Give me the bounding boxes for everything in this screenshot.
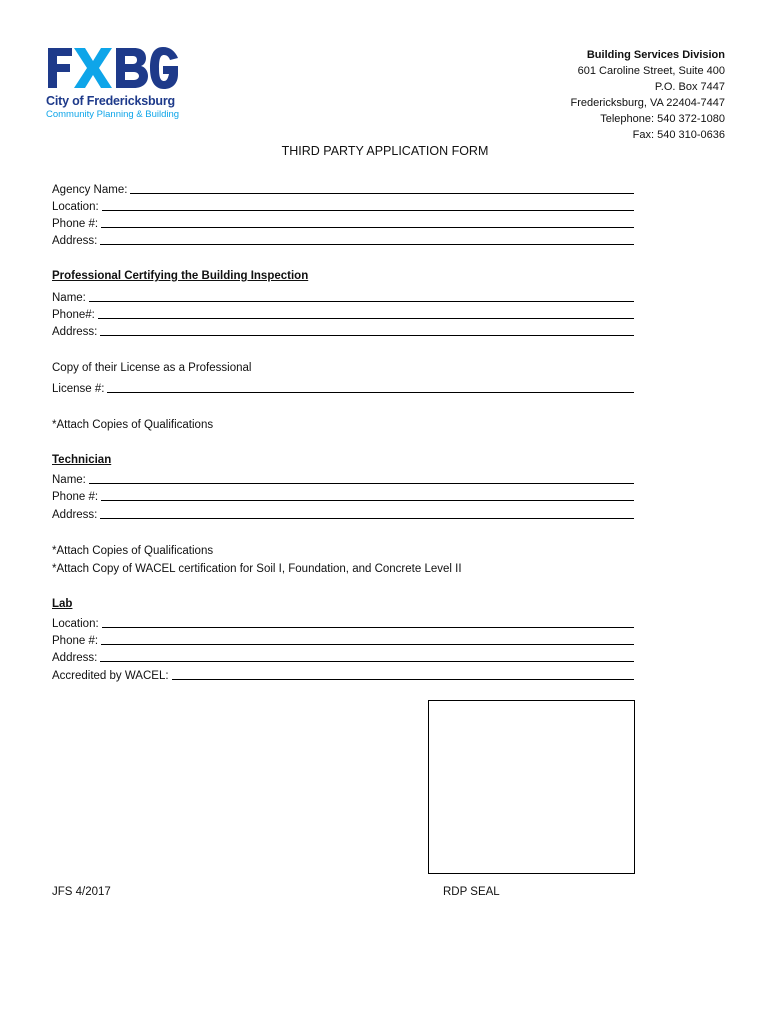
street-address: 601 Caroline Street, Suite 400	[577, 65, 725, 77]
technician-phone-field[interactable]	[52, 487, 634, 503]
license-number-line[interactable]	[107, 380, 634, 393]
technician-phone-label: Phone #:	[52, 491, 99, 503]
logo-department: Community Planning & Building	[46, 109, 180, 120]
license-copy-note: Copy of their License as a Professional	[52, 362, 252, 374]
agency-name-field[interactable]	[52, 180, 634, 196]
lab-address-field[interactable]	[52, 648, 634, 664]
license-number-field[interactable]	[52, 379, 634, 395]
po-box: P.O. Box 7447	[654, 81, 725, 93]
lab-phone-label: Phone #:	[52, 635, 99, 647]
logo-city-name: City of Fredericksburg	[46, 94, 175, 108]
lab-accredited-field[interactable]	[52, 666, 634, 682]
lab-accredited-label: Accredited by WACEL:	[52, 670, 169, 682]
technician-name-line[interactable]	[89, 471, 634, 484]
agency-address-line[interactable]	[100, 232, 634, 245]
professional-phone-label: Phone#:	[52, 309, 95, 321]
lab-heading: Lab	[52, 598, 73, 610]
lab-location-label: Location:	[52, 618, 99, 630]
professional-name-line[interactable]	[89, 289, 634, 302]
professional-address-line[interactable]	[100, 323, 634, 336]
technician-address-field[interactable]	[52, 505, 634, 521]
telephone: Telephone: 540 372-1080	[600, 113, 725, 125]
rdp-seal-label: RDP SEAL	[443, 886, 500, 898]
technician-address-label: Address:	[52, 509, 98, 521]
agency-phone-label: Phone #:	[52, 218, 99, 230]
attach-wacel-note: *Attach Copy of WACEL certification for Soil I, Foundation, and Concrete Level II	[52, 563, 462, 575]
professional-name-label: Name:	[52, 292, 86, 304]
revision-note: JFS 4/2017	[52, 886, 111, 898]
lab-address-label: Address:	[52, 652, 98, 664]
agency-address-label: Address:	[52, 235, 98, 247]
agency-location-label: Location:	[52, 201, 99, 213]
professional-heading: Professional Certifying the Building Inspection	[52, 270, 309, 282]
fxbg-logo-icon	[46, 44, 181, 92]
agency-location-line[interactable]	[102, 198, 634, 211]
professional-phone-field[interactable]	[52, 305, 634, 321]
lab-accredited-line[interactable]	[172, 667, 634, 680]
professional-address-label: Address:	[52, 326, 98, 338]
technician-phone-line[interactable]	[101, 488, 634, 501]
agency-phone-line[interactable]	[101, 215, 634, 228]
rdp-seal-box[interactable]	[428, 700, 635, 874]
form-title: THIRD PARTY APPLICATION FORM	[281, 144, 489, 158]
agency-location-field[interactable]	[52, 197, 634, 213]
technician-name-field[interactable]	[52, 470, 634, 486]
attach-qualifications-note: *Attach Copies of Qualifications	[52, 419, 214, 431]
technician-address-line[interactable]	[100, 506, 634, 519]
license-number-label: License #:	[52, 383, 105, 395]
division-name: Building Services Division	[586, 49, 725, 61]
agency-address-field[interactable]	[52, 231, 634, 247]
agency-name-label: Agency Name:	[52, 184, 128, 196]
technician-name-label: Name:	[52, 474, 86, 486]
address-block	[571, 47, 726, 143]
city-logo	[46, 44, 186, 124]
professional-name-field[interactable]	[52, 288, 634, 304]
professional-address-field[interactable]	[52, 322, 634, 338]
lab-phone-field[interactable]	[52, 631, 634, 647]
agency-name-line[interactable]	[130, 181, 634, 194]
agency-phone-field[interactable]	[52, 214, 634, 230]
lab-location-field[interactable]	[52, 614, 634, 630]
attach-qualifications-note-2: *Attach Copies of Qualifications	[52, 545, 214, 557]
technician-heading: Technician	[52, 454, 112, 466]
professional-phone-line[interactable]	[98, 306, 634, 319]
fax: Fax: 540 310-0636	[632, 129, 725, 141]
lab-phone-line[interactable]	[101, 632, 634, 645]
lab-address-line[interactable]	[100, 649, 634, 662]
city-state-zip: Fredericksburg, VA 22404-7447	[570, 97, 725, 109]
lab-location-line[interactable]	[102, 615, 634, 628]
